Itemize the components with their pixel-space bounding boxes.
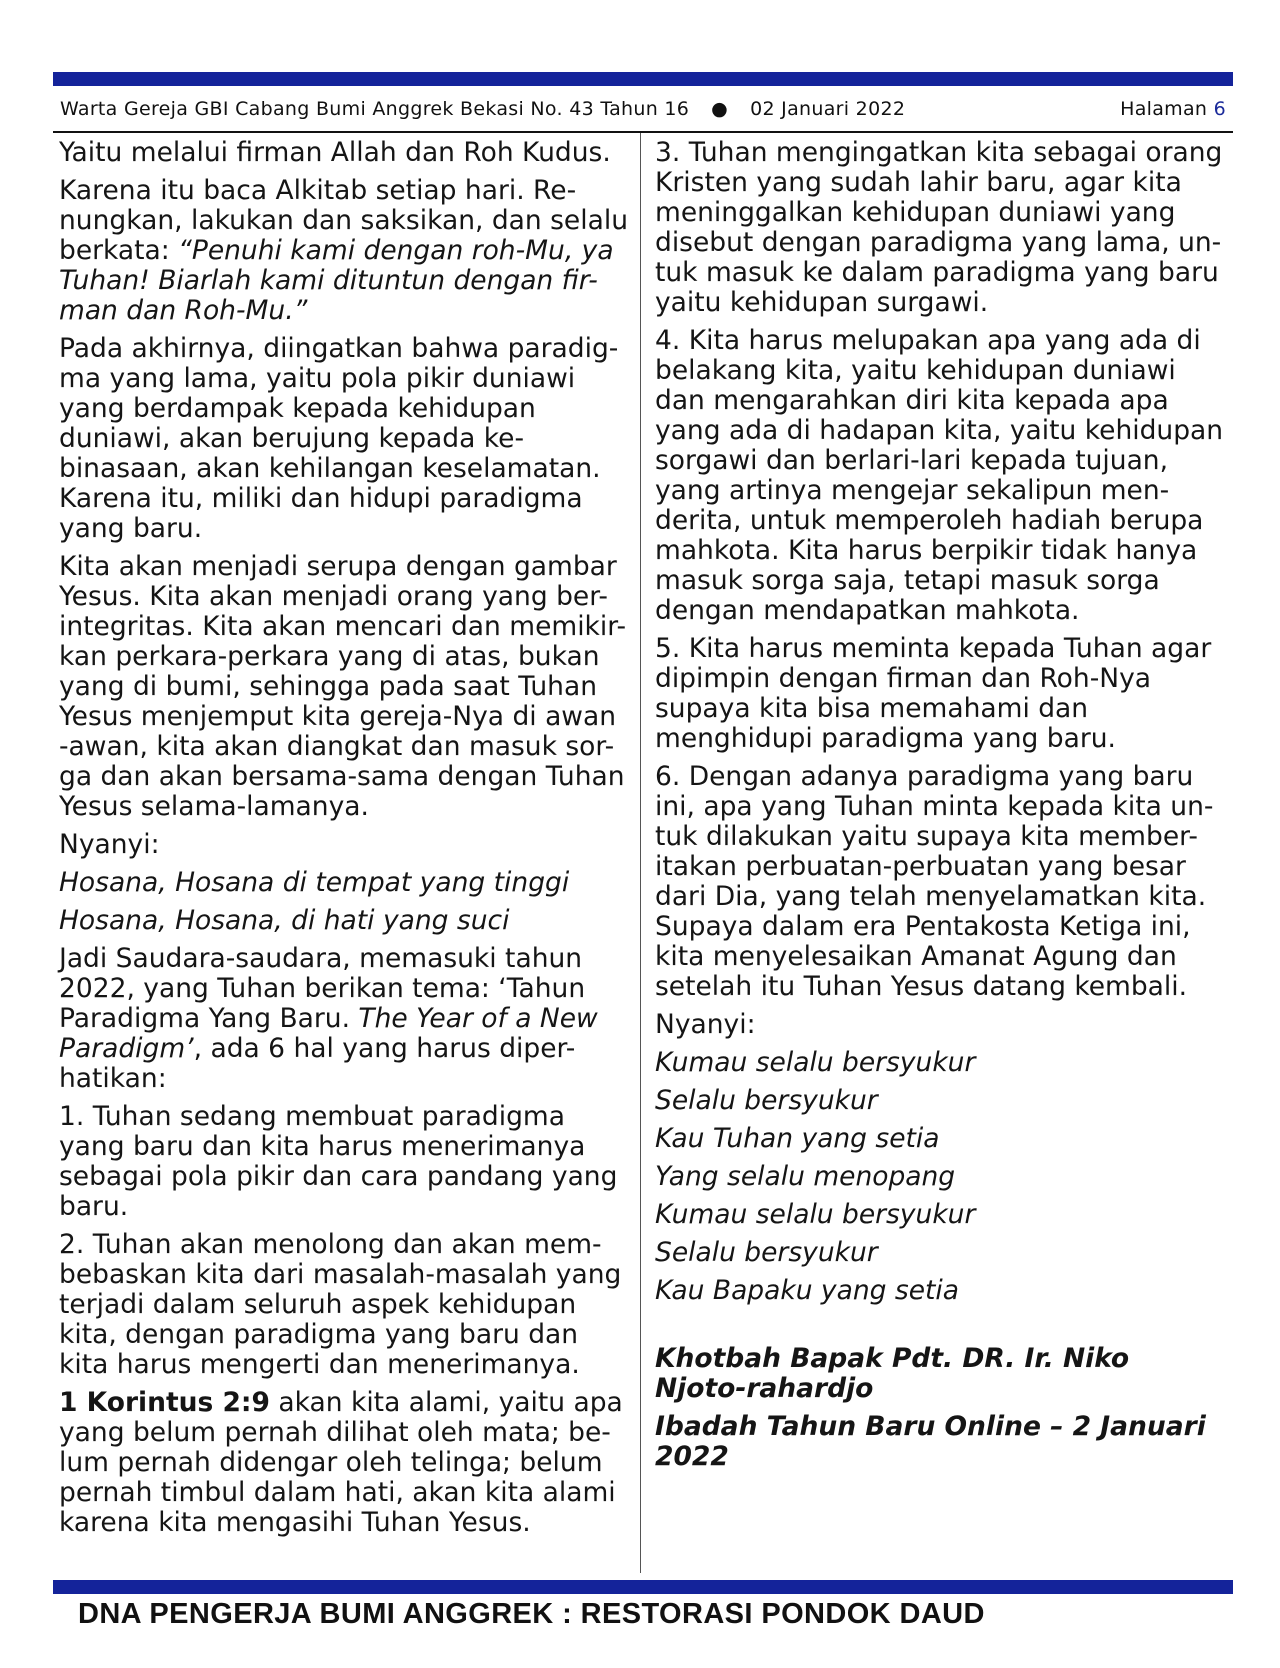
header-right [1120,98,1226,120]
header-left [60,98,905,120]
paragraph: Yaitu melalui firman Allah dan Roh Kudus. [59,137,611,168]
song-line: Kumau selalu bersyukur [655,1199,976,1230]
bullet-separator: ● [711,98,729,120]
service-credit: Ibadah Tahun Baru Online – 2 Januari 2022 [655,1411,1206,1472]
paragraph-text: , ada 6 hal yang harus diper-hatikan: [59,1033,576,1094]
preacher-credit: Khotbah Bapak Pdt. DR. Ir. Niko Njoto-rahardjo [655,1343,1130,1404]
page-number: 6 [1213,98,1226,120]
paragraph: Pada akhirnya, diingatkan bahwa paradig-ma yang lama, yaitu pola pikir duniawi yang berdampak kepada kehidupan duniawi, akan berujung kepada ke-binasaan, akan kehilangan keselamatan. Karena itu, miliki dan hidupi paradigma yang baru. [59,333,619,544]
point-1: 1. Tuhan sedang membuat paradigma yang baru dan kita harus menerimanya sebagai pola pikir dan cara pandang yang baru. [59,1101,618,1222]
point-6: 6. Dengan adanya paradigma yang baru ini, apa yang Tuhan minta kepada kita un-tuk dilakukan yaitu supaya kita member-itakan perbuatan-perbuatan yang besar dari Dia, yang telah menyelamatkan kita. Supaya dalam era Pentakosta Ketiga ini, kita menyelesaikan Amanat Agung dan setelah itu Tuhan Yesus datang kembali. [655,761,1214,1002]
sing-label: Nyanyi: [59,829,160,860]
paragraph-text: akan kita alami, yaitu apa yang belum pernah dilihat oleh mata; be-lum pernah didengar oleh telinga; belum pernah timbul dalam hati, akan kita alami karena kita mengasihi Tuhan Yesus. [59,1387,623,1538]
song-line: Kumau selalu bersyukur [655,1047,976,1078]
bottom-banner-bar [53,1580,1233,1594]
point-2: 2. Tuhan akan menolong dan akan mem-bebaskan kita dari masalah-masalah yang terjadi dalam seluruh aspek kehidupan kita, dengan paradigma yang baru dan kita harus mengerti dan menerimanya. [59,1229,622,1380]
paragraph-text: Karena itu baca Alkitab setiap hari. Re-nungkan, lakukan dan saksikan, dan selalu berkata: [59,175,628,266]
paragraph-text: Jadi Saudara-saudara, memasuki tahun 2022, yang Tuhan berikan tema: ‘Tahun Paradigma Yang Baru. [59,943,586,1034]
song-line: Hosana, Hosana, di hati yang suci [59,905,510,936]
song-line: Hosana, Hosana di tempat yang tinggi [59,867,570,898]
theme-english: The Year of a New Paradigm’ [59,1003,598,1064]
paragraph: Kita akan menjadi serupa dengan gambar Yesus. Kita akan menjadi orang yang ber-integritas. Kita akan mencari dan memikir-kan perkara-perkara yang di atas, bukan yang di bumi, sehingga pada saat Tuhan Yesus menjemput kita gereja-Nya di awan -awan, kita akan diangkat dan masuk sor-ga dan akan bersama-sama dengan Tuhan Yesus selama-lamanya. [59,551,627,822]
song-line: Kau Bapaku yang setia [655,1275,959,1306]
issue-date: 02 Januari 2022 [750,98,906,120]
verse-reference: 1 Korintus 2:9 [59,1387,270,1418]
paragraph [59,176,631,326]
point-3: 3. Tuhan mengingatkan kita sebagai orang Kristen yang sudah lahir baru, agar kita meninggalkan kehidupan duniawi yang disebut dengan paradigma yang lama, un-tuk masuk ke dalam paradigma yang baru yaitu kehidupan surgawi. [655,137,1223,318]
sing-label: Nyanyi: [655,1009,756,1040]
paragraph [59,944,631,1094]
point-4: 4. Kita harus melupakan apa yang ada di belakang kita, yaitu kehidupan duniawi dan mengarahkan diri kita kepada apa yang ada di hadapan kita, yaitu kehidupan sorgawi dan berlari-lari kepada tujuan, yang artinya mengejar sekalipun men-derita, untuk memperoleh hadiah berupa mahkota. Kita harus berpikir tidak hanya masuk sorga saja, tetapi masuk sorga dengan mendapatkan mahkota. [655,325,1224,626]
song-line: Kau Tuhan yang setia [655,1123,940,1154]
left-column [59,138,631,1546]
song-line: Selalu bersyukur [655,1085,878,1116]
header-rule [53,131,1233,133]
song-line: Selalu bersyukur [655,1237,878,1268]
point-5: 5. Kita harus meminta kepada Tuhan agar dipimpin dengan firman dan Roh-Nya supaya kita bisa memahami dan menghidupi paradigma yang baru. [655,633,1212,754]
page-label: Halaman [1120,98,1208,120]
column-divider [640,133,641,1573]
spacer [655,1314,1225,1344]
paragraph [59,1388,631,1538]
publication-title: Warta Gereja GBI Cabang Bumi Anggrek Bekasi No. 43 Tahun 16 [60,98,690,120]
footer-motto: DNA PENGERJA BUMI ANGGREK : RESTORASI PONDOK DAUD [78,1598,985,1630]
top-banner-bar [53,72,1233,86]
right-column [655,138,1225,1480]
page-header [60,98,1226,124]
song-line: Yang selalu menopang [655,1161,956,1192]
prayer-quote: “Penuhi kami dengan roh-Mu, ya Tuhan! Biarlah kami dituntun dengan fir-man dan Roh-Mu.” [59,235,614,326]
